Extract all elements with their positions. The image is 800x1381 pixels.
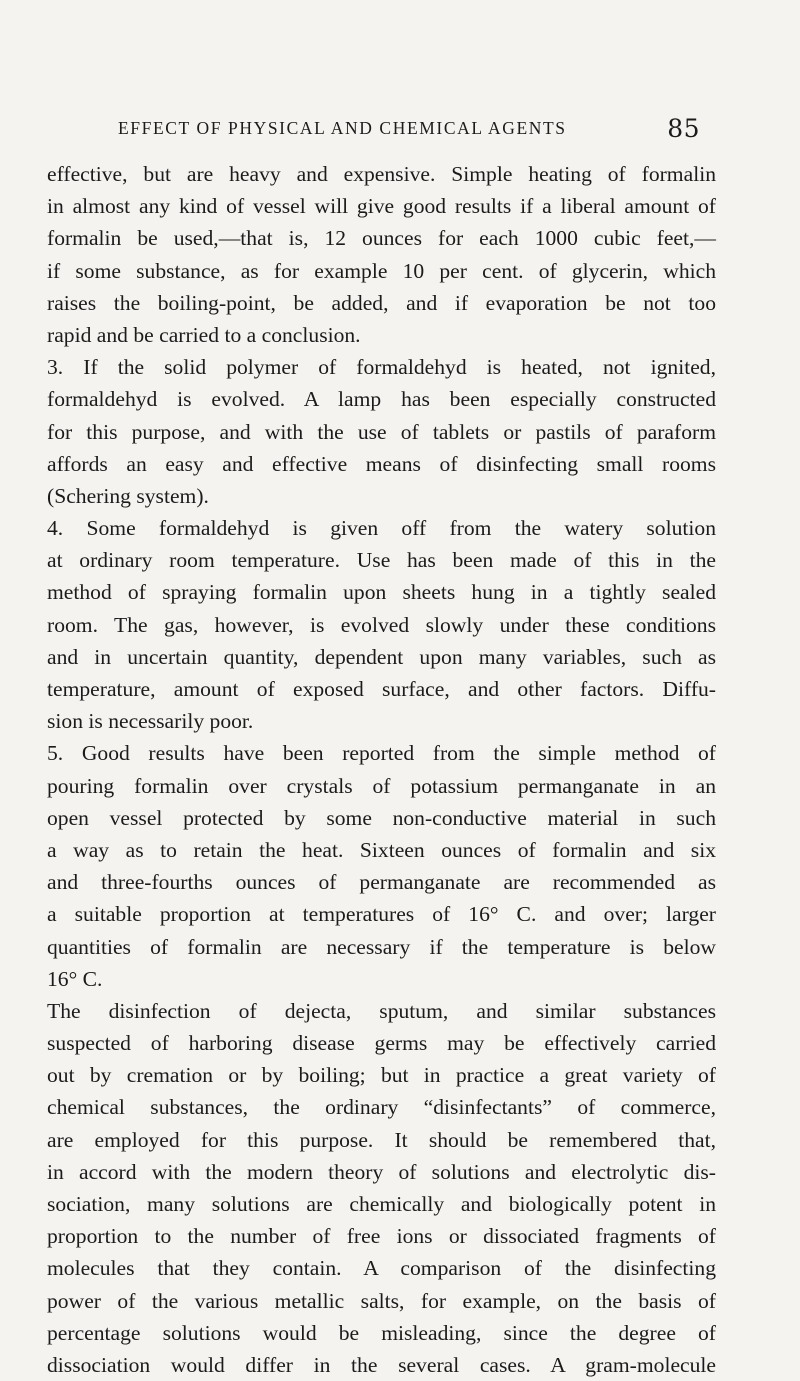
text-line: affords an easy and effective means of disinfecting small rooms [47,451,716,476]
text-line: dissociation would differ in the several cases. A gram-molecule [47,1352,716,1377]
text-line: open vessel protected by some non-conductive material in such [47,805,716,830]
text-line: method of spraying formalin upon sheets hung in a tightly sealed [47,580,716,605]
text-line: 5. Good results have been reported from the simple method of [47,741,716,766]
text-line: chemical substances, the ordinary “disinfectants” of commerce, [47,1095,716,1120]
text-line: sociation, many solutions are chemically and biologically potent in [47,1192,716,1216]
text-line: room. The gas, however, is evolved slowly under these conditions [47,612,716,637]
text-line: suspected of harboring disease germs may be effectively carried [47,1031,716,1056]
body-text [47,158,716,1381]
text-line: if some substance, as for example 10 per cent. of glycerin, which [47,258,716,283]
text-line: (Schering system). [47,483,209,508]
text-line: quantities of formalin are necessary if the temperature is below [47,934,716,959]
text-line: effective, but are heavy and expensive. Simple heating of formalin [47,162,716,186]
text-line: 4. Some formaldehyd is given off from the watery solution [47,516,716,541]
text-line: proportion to the number of free ions or dissociated fragments of [47,1224,716,1249]
text-line: and three-fourths ounces of permanganate are recommended as [47,870,716,895]
text-line: for this purpose, and with the use of tablets or pastils of paraform [47,419,716,444]
text-line: are employed for this purpose. It should be remembered that, [47,1127,716,1152]
text-line: sion is necessarily poor. [47,709,254,734]
text-line: out by cremation or by boiling; but in practice a great variety of [47,1063,716,1088]
text-line: 3. If the solid polymer of formaldehyd is heated, not ignited, [47,355,716,380]
text-line: formaldehyd is evolved. A lamp has been especially constructed [47,387,716,412]
page-number: 85 [667,114,700,143]
text-line: and in uncertain quantity, dependent upon many variables, such as [47,644,716,669]
text-line: rapid and be carried to a conclusion. [47,322,361,347]
text-line: in accord with the modern theory of solutions and electrolytic dis- [47,1159,716,1184]
text-line: formalin be used,—that is, 12 ounces for each 1000 cubic feet,— [47,226,716,251]
text-line: pouring formalin over crystals of potassium permanganate in an [47,773,716,798]
page-header [118,114,700,148]
text-line: temperature, amount of exposed surface, and other factors. Diffu- [47,677,716,701]
text-line: percentage solutions would be misleading, since the degree of [47,1320,716,1345]
text-line: power of the various metallic salts, for example, on the basis of [47,1288,716,1313]
text-line: molecules that they contain. A comparison of the disinfecting [47,1256,716,1281]
text-line: a suitable proportion at temperatures of 16° C. and over; larger [47,902,716,927]
running-title: EFFECT OF PHYSICAL AND CHEMICAL AGENTS [118,118,567,138]
text-line: raises the boiling-point, be added, and if evaporation be not too [47,290,716,315]
text-line: The disinfection of dejecta, sputum, and similar substances [47,998,716,1023]
text-line: in almost any kind of vessel will give good results if a liberal amount of [47,194,716,219]
text-line: a way as to retain the heat. Sixteen ounces of formalin and six [47,837,716,862]
text-line: 16° C. [47,966,103,991]
text-line: at ordinary room temperature. Use has been made of this in the [47,548,716,573]
